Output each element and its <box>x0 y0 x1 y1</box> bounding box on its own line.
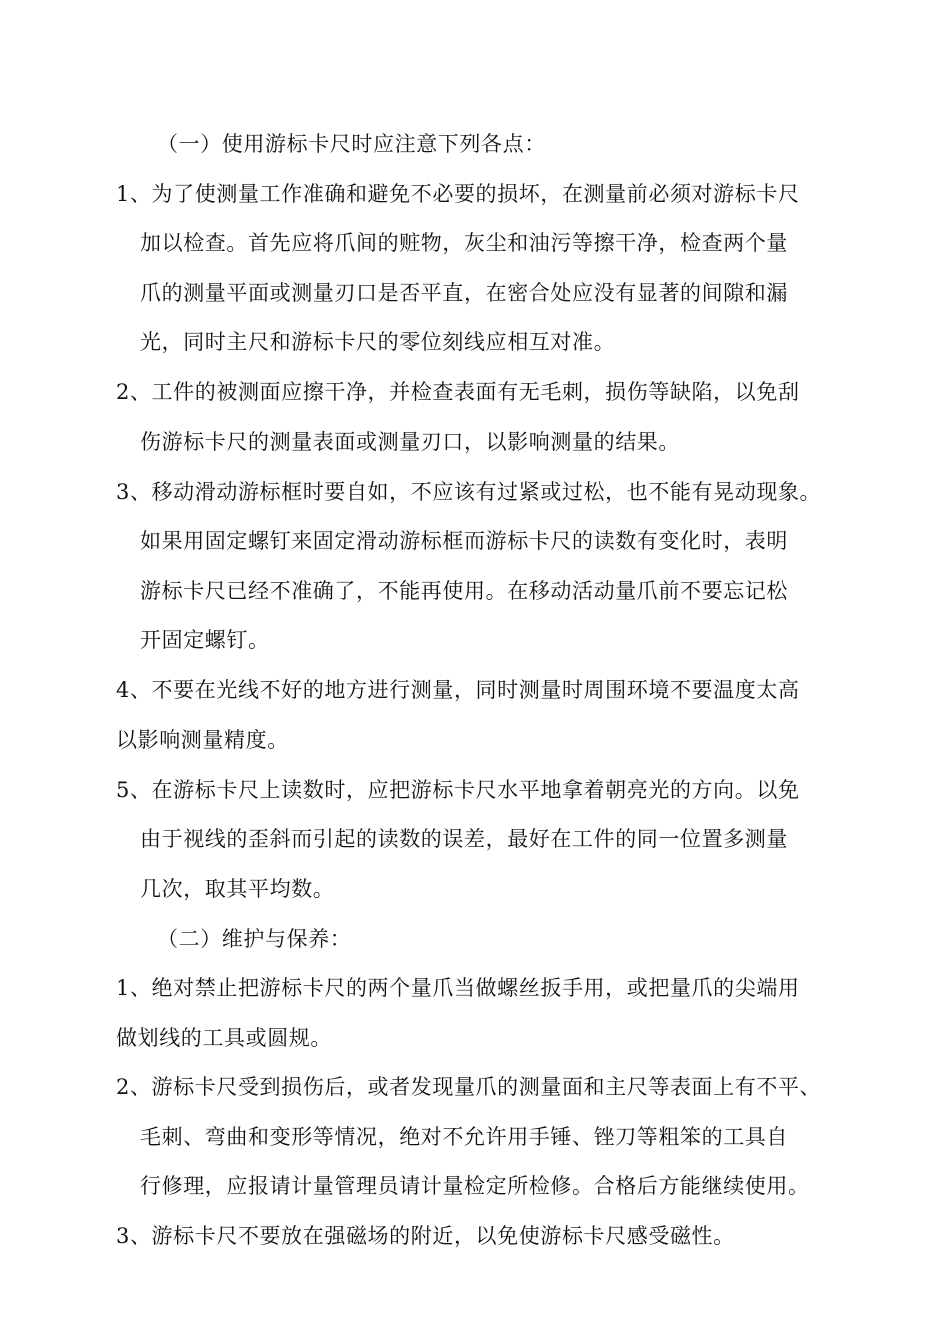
section-2-heading: （二）维护与保养： <box>157 927 352 951</box>
section-1-item-3-line-2: 如果用固定螺钉来固定滑动游标框而游标卡尺的读数有变化时，表明 <box>140 529 788 553</box>
section-1-item-3-line-1: 3、移动滑动游标框时要自如，不应该有过紧或过松，也不能有晃动现象。 <box>116 480 822 504</box>
section-2-item-2-line-1: 2、游标卡尺受到损伤后，或者发现量爪的测量面和主尺等表面上有不平、 <box>116 1075 822 1099</box>
section-2-item-1-line-2: 做划线的工具或圆规。 <box>116 1026 332 1050</box>
section-2-item-2-line-3: 行修理，应报请计量管理员请计量检定所检修。合格后方能继续使用。 <box>140 1174 810 1198</box>
section-1-item-4-line-1: 4、不要在光线不好的地方进行测量，同时测量时周围环境不要温度太高 <box>116 678 800 702</box>
section-1-item-3-line-3: 游标卡尺已经不准确了，不能再使用。在移动活动量爪前不要忘记松 <box>140 579 788 603</box>
section-1-item-1-line-3: 爪的测量平面或测量刃口是否平直，在密合处应没有显著的间隙和漏 <box>140 281 788 305</box>
section-1-item-2-line-2: 伤游标卡尺的测量表面或测量刃口，以影响测量的结果。 <box>140 430 680 454</box>
section-1-item-5-line-2: 由于视线的歪斜而引起的读数的误差，最好在工件的同一位置多测量 <box>140 827 788 851</box>
section-1-item-5-line-3: 几次，取其平均数。 <box>140 877 335 901</box>
section-1-item-1-line-1: 1、为了使测量工作准确和避免不必要的损坏，在测量前必须对游标卡尺 <box>116 182 800 206</box>
section-2-item-3-line-1: 3、游标卡尺不要放在强磁场的附近，以免使游标卡尺感受磁性。 <box>116 1224 735 1248</box>
section-1-item-4-line-2: 以影响测量精度。 <box>116 728 289 752</box>
section-2-item-1-line-1: 1、绝对禁止把游标卡尺的两个量爪当做螺丝扳手用，或把量爪的尖端用 <box>116 976 800 1000</box>
section-1-heading: （一）使用游标卡尺时应注意下列各点： <box>157 132 546 156</box>
section-1-item-1-line-2: 加以检查。首先应将爪间的赃物，灰尘和油污等擦干净，检查两个量 <box>140 231 788 255</box>
section-1-item-1-line-4: 光，同时主尺和游标卡尺的零位刻线应相互对准。 <box>140 330 616 354</box>
section-1-item-5-line-1: 5、在游标卡尺上读数时，应把游标卡尺水平地拿着朝亮光的方向。以免 <box>116 778 800 802</box>
section-1-item-2-line-1: 2、工件的被测面应擦干净，并检查表面有无毛刺，损伤等缺陷，以免刮 <box>116 380 800 404</box>
section-1-item-3-line-4: 开固定螺钉。 <box>140 628 270 652</box>
section-2-item-2-line-2: 毛刺、弯曲和变形等情况，绝对不允许用手锤、锉刀等粗笨的工具自 <box>140 1125 788 1149</box>
